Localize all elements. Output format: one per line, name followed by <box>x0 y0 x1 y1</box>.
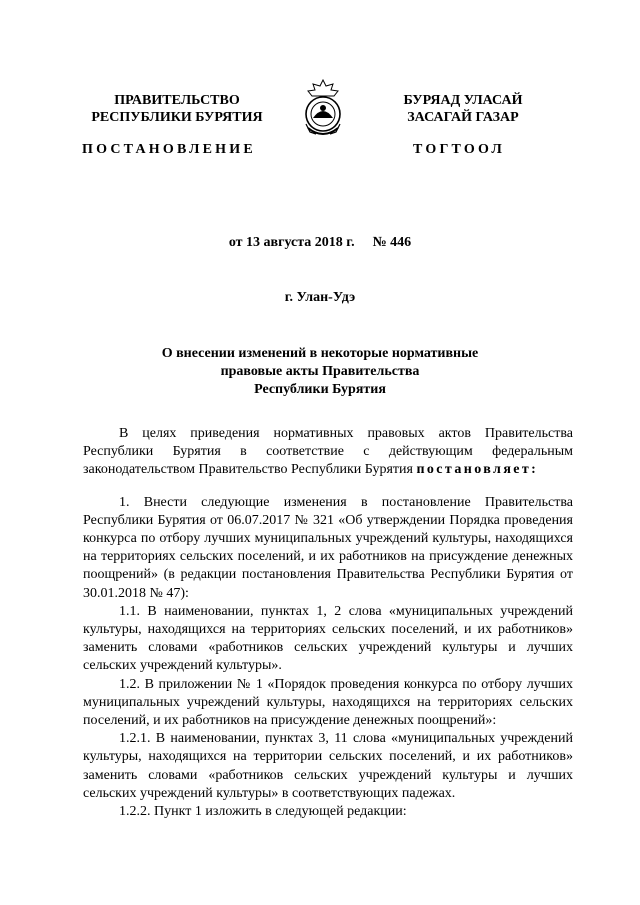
issuer-ru-line2: РЕСПУБЛИКИ БУРЯТИЯ <box>91 110 263 125</box>
preamble-text: В целях приведения нормативных правовых актов Правительства Республики Бурятия в соответствие с действующим федеральным законодательством Правительство Республики Бурятия <box>83 426 573 478</box>
issuer-bua-line1: БУРЯАД УЛАСАЙ <box>403 93 523 108</box>
paragraph-1-2: 1.2. В приложении № 1 «Порядок проведения конкурса по отбору лучших муниципальных учреждений культуры, находящихся на территориях сельских поселений, и их работников на присуждение денежных поощрений»: <box>83 676 573 729</box>
buryatia-coat-of-arms-icon <box>298 78 348 142</box>
city: г. Улан-Удэ <box>284 290 356 305</box>
issuer-bua-line2: ЗАСАГАЙ ГАЗАР <box>407 110 519 125</box>
preamble-paragraph <box>83 425 573 480</box>
paragraph-1-1: 1.1. В наименовании, пунктах 1, 2 слова «муниципальных учреждений культуры, находящихся на территориях сельских поселений, и их работников» заменить словами «работников сельских учреждений культуры и лучших сельских учреждений культуры». <box>83 603 573 674</box>
issuer-ru <box>82 92 272 126</box>
document-body <box>83 425 573 821</box>
paragraph-1: 1. Внести следующие изменения в постановление Правительства Республики Бурятия от 06.07.2017 № 321 «Об утверждении Порядка проведения конкурса по отбору лучших муниципальных учреждений культуры, находящихся на территориях сельских поселений, и их работников на присуждение денежных поощрений» (в редакции постановления Правительства Республики Бурятия от 30.01.2018 № 47): <box>83 494 573 601</box>
doc-kind-bua: ТОГТООЛ <box>413 142 506 157</box>
issuer-ru-line1: ПРАВИТЕЛЬСТВО <box>114 93 240 108</box>
document-title <box>140 345 500 399</box>
title-line-1: О внесении изменений в некоторые нормативные <box>161 346 479 361</box>
document-date: от 13 августа 2018 г. <box>228 235 355 250</box>
paragraph-1-2-1: 1.2.1. В наименовании, пунктах 3, 11 слова «муниципальных учреждений культуры, находящихся на территории сельских поселений, и их работников» заменить словами «работников сельских учреждений культуры и лучших сельских учреждений культуры» в соответствующих падежах. <box>83 731 573 801</box>
issuer-bua <box>378 92 548 126</box>
doc-kind-ru: ПОСТАНОВЛЕНИЕ <box>82 142 256 157</box>
title-line-3: Республики Бурятия <box>254 382 386 397</box>
date-number-line <box>0 235 640 251</box>
document-number: № 446 <box>372 235 412 250</box>
title-line-2: правовые акты Правительства <box>220 364 420 379</box>
decree-word: постановляет: <box>416 462 539 478</box>
paragraph-1-2-2: 1.2.2. Пункт 1 изложить в следующей редакции: <box>119 804 407 820</box>
